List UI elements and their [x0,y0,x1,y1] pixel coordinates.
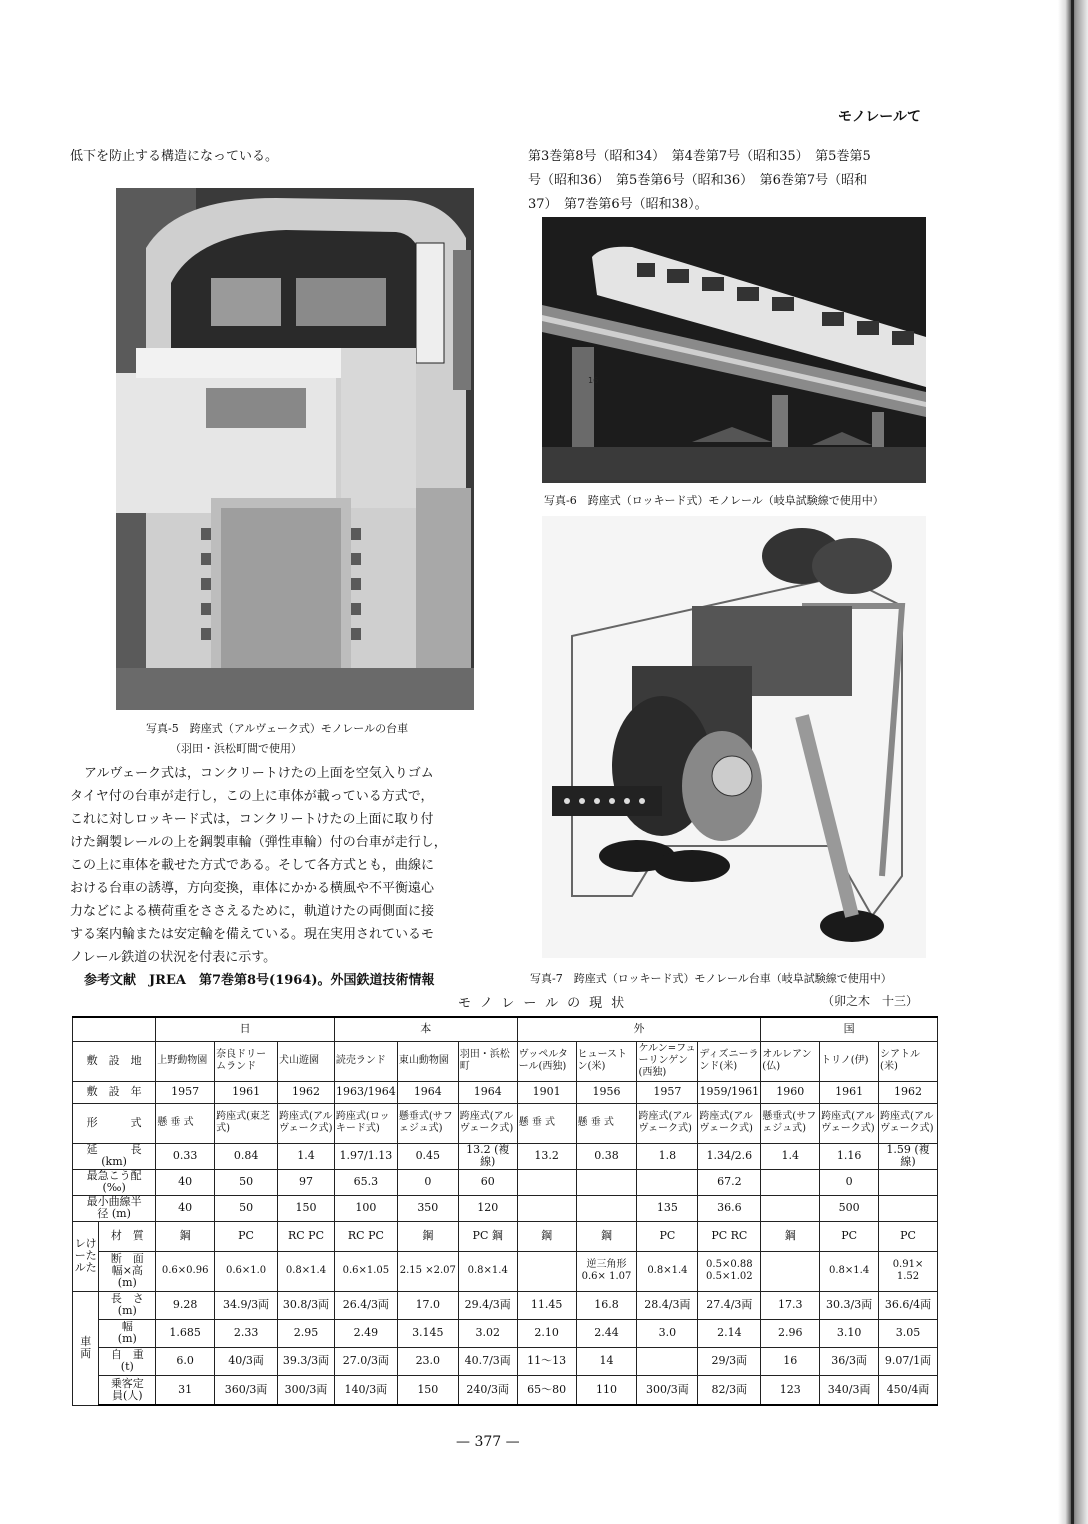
cell-material: RC PC [278,1221,335,1251]
cell-grade [576,1169,637,1195]
cell-capacity: 140/3両 [334,1375,397,1405]
cell-section: 0.8×1.4 [278,1251,335,1291]
photo-5-illustration [116,188,474,710]
group-label-girder-rail [73,1221,99,1291]
cell-material: PC [637,1221,698,1251]
group-label-line: 車 [80,1335,92,1348]
cell-capacity: 110 [576,1375,637,1405]
cell-grade: 0 [820,1169,879,1195]
cell-year: 1961 [215,1081,278,1103]
cell-grade: 60 [458,1169,517,1195]
cell-grade: 40 [156,1169,215,1195]
cell-site: シアトル(米) [879,1041,938,1081]
row-label-line: 断 面 [110,1252,144,1265]
right-top-line-3: 37） 第7巻第6号（昭和38）。 [528,197,708,212]
group-label-line: レけ [74,1237,97,1250]
body-line-8: する案内輪または安定輪を備えている。現在実用されているモ [70,927,435,942]
cell-type: 懸 垂 式 [156,1103,215,1143]
cell-length: 0.33 [156,1143,215,1169]
row-label-line: 最小曲線半 [86,1195,142,1208]
cell-radius: 50 [215,1195,278,1221]
cell-car_width: 2.49 [334,1319,397,1347]
group-label-line: ーた [74,1249,97,1262]
cell-section: 0.8×1.4 [637,1251,698,1291]
cell-material: PC 鋼 [458,1221,517,1251]
cell-section: 0.8×1.4 [820,1251,879,1291]
group-head-fo1: 外 [517,1017,761,1041]
table-row-material [73,1221,938,1251]
row-label-line: 員(人) [112,1388,143,1402]
photo-6-car-label: 16 [588,376,599,385]
table-row-capacity [73,1375,938,1405]
cell-section [761,1251,820,1291]
cell-grade: 97 [278,1169,335,1195]
cell-section: 0.8×1.4 [458,1251,517,1291]
table-author: （卯之木 十三） [822,994,919,1008]
cell-car_weight: 29/3両 [698,1347,761,1375]
cell-material: 鋼 [156,1221,215,1251]
photo-6-caption: 写真-6 跨座式（ロッキード式）モノレール（岐阜試験線で使用中） [544,494,884,507]
cell-car_weight: 36/3両 [820,1347,879,1375]
cell-car_length: 29.4/3両 [458,1291,517,1319]
body-line-3: これに対しロッキード式は，コンクリートけたの上面に取り付 [70,812,434,827]
cell-type: 懸垂式(サフェジュ式) [397,1103,458,1143]
cell-site: 読売ランド [334,1041,397,1081]
cell-year: 1960 [761,1081,820,1103]
table-row-site [73,1041,938,1081]
cell-site: ヒューストン(米) [576,1041,637,1081]
cell-capacity: 150 [397,1375,458,1405]
cell-length: 1.4 [761,1143,820,1169]
cell-material: PC [215,1221,278,1251]
cell-car_width: 2.44 [576,1319,637,1347]
cell-car_length: 9.28 [156,1291,215,1319]
cell-section: 0.6×1.05 [334,1251,397,1291]
table-title: モノレールの現状 [458,996,634,1011]
cell-length: 1.34/2.6 [698,1143,761,1169]
page-number: — 377 — [456,1434,520,1450]
group-label-line: 両 [80,1347,92,1360]
cell-year: 1901 [517,1081,576,1103]
cell-car_width: 3.05 [879,1319,938,1347]
photo-5-caption-line-1: 写真-5 跨座式（アルヴェーク式）モノレールの台車 [146,722,409,735]
running-title: モノレールて [838,109,922,125]
cell-material: PC [879,1221,938,1251]
cell-capacity: 300/3両 [278,1375,335,1405]
cell-type: 跨座式(東芝式) [215,1103,278,1143]
row-label-line: (km) [101,1155,127,1168]
cell-car_width: 3.0 [637,1319,698,1347]
monorail-status-table [72,1016,938,1406]
row-label-radius [73,1195,156,1221]
row-label-line: 径 (m) [97,1207,131,1220]
cell-car_length: 26.4/3両 [334,1291,397,1319]
cell-car_weight: 40/3両 [215,1347,278,1375]
cell-car_weight: 40.7/3両 [458,1347,517,1375]
cell-radius: 500 [820,1195,879,1221]
cell-section: 0.6×0.96 [156,1251,215,1291]
cell-year: 1964 [397,1081,458,1103]
cell-capacity: 82/3両 [698,1375,761,1405]
cell-car_weight: 6.0 [156,1347,215,1375]
cell-radius: 40 [156,1195,215,1221]
cell-site: ケルン=フューリンゲン(西独) [637,1041,698,1081]
cell-grade: 65.3 [334,1169,397,1195]
cell-type: 懸垂式(サフェジュ式) [761,1103,820,1143]
row-label-length [73,1143,156,1169]
cell-car_weight [637,1347,698,1375]
cell-site: 東山動物園 [397,1041,458,1081]
table-row-grade [73,1169,938,1195]
cell-grade [517,1169,576,1195]
cell-car_width: 2.95 [278,1319,335,1347]
page-binding-line [1071,0,1074,1524]
cell-radius [761,1195,820,1221]
cell-grade: 50 [215,1169,278,1195]
cell-car_weight: 16 [761,1347,820,1375]
body-line-1: アルヴェーク式は，コンクリートけたの上面を空気入りゴム [84,766,434,781]
cell-length: 0.84 [215,1143,278,1169]
row-label-capacity [99,1375,156,1405]
cell-car_length: 34.9/3両 [215,1291,278,1319]
cell-type: 跨座式(アルヴェーク式) [278,1103,335,1143]
cell-capacity: 450/4両 [879,1375,938,1405]
row-label-car_length [99,1291,156,1319]
cell-year: 1959/1961 [698,1081,761,1103]
cell-type: 跨座式(アルヴェーク式) [879,1103,938,1143]
row-label-car_width [99,1319,156,1347]
row-label-line: 乗客定 [110,1376,144,1390]
cell-radius: 135 [637,1195,698,1221]
group-head-fo2: 国 [761,1017,938,1041]
photo-5-caption-line-2: （羽田・浜松町間で使用） [170,742,302,755]
cell-grade [879,1169,938,1195]
photo-7-bogie-diagram [542,516,926,958]
cell-length: 13.2 (複線) [458,1143,517,1169]
cell-radius [517,1195,576,1221]
cell-car_width: 3.02 [458,1319,517,1347]
cell-site: 羽田・浜松町 [458,1041,517,1081]
cell-year: 1962 [879,1081,938,1103]
row-label-line: 延 長 [86,1143,142,1156]
body-line-6: おける台車の誘導，方向変換，車体にかかる横風や不平衡遠心 [70,881,435,896]
row-label-section [99,1251,156,1291]
photo-7-illustration [542,516,926,958]
cell-grade [637,1169,698,1195]
row-label-line: (t) [120,1360,134,1373]
cell-car_length: 11.45 [517,1291,576,1319]
group-label-line: ルた [74,1261,97,1274]
cell-site: ディズニーランド(米) [698,1041,761,1081]
table-group-header-row [73,1017,938,1041]
cell-grade [761,1169,820,1195]
cell-car_width: 3.10 [820,1319,879,1347]
right-top-line-2: 号（昭和36） 第5巻第6号（昭和36） 第6巻第7号（昭和 [528,173,868,188]
cell-car_weight: 14 [576,1347,637,1375]
cell-material: 鋼 [761,1221,820,1251]
cell-type: 跨座式(アルヴェーク式) [698,1103,761,1143]
cell-length: 0.38 [576,1143,637,1169]
cell-car_width: 2.10 [517,1319,576,1347]
cell-car_width: 2.96 [761,1319,820,1347]
table-row-year [73,1081,938,1103]
cell-type: 懸 垂 式 [576,1103,637,1143]
cell-car_length: 30.3/3両 [820,1291,879,1319]
cell-length: 13.2 [517,1143,576,1169]
cell-site: 奈良ドリームランド [215,1041,278,1081]
cell-year: 1962 [278,1081,335,1103]
cell-type: 懸 垂 式 [517,1103,576,1143]
cell-section: 逆三角形 0.6× 1.07 [576,1251,637,1291]
cell-car_weight: 23.0 [397,1347,458,1375]
cell-year: 1963/1964 [334,1081,397,1103]
group-head-ja1: 日 [156,1017,335,1041]
table-row-car_length [73,1291,938,1319]
cell-capacity: 360/3両 [215,1375,278,1405]
cell-length: 1.8 [637,1143,698,1169]
cell-car_weight: 9.07/1両 [879,1347,938,1375]
cell-section: 0.6×1.0 [215,1251,278,1291]
row-label-line: 長 さ [110,1292,144,1305]
cell-car_width: 2.14 [698,1319,761,1347]
right-top-line-1: 第3巻第8号（昭和34） 第4巻第7号（昭和35） 第5巻第5 [528,149,871,164]
group-head-ja2: 本 [334,1017,517,1041]
cell-type: 跨座式(アルヴェーク式) [637,1103,698,1143]
cell-grade: 0 [397,1169,458,1195]
cell-car_length: 27.4/3両 [698,1291,761,1319]
cell-section: 0.91× 1.52 [879,1251,938,1291]
cell-car_length: 36.6/4両 [879,1291,938,1319]
cell-section [517,1251,576,1291]
cell-material: 鋼 [517,1221,576,1251]
photo-6-illustration [542,217,926,483]
cell-grade: 67.2 [698,1169,761,1195]
cell-radius [576,1195,637,1221]
corner-cell [73,1017,156,1041]
cell-material: PC [820,1221,879,1251]
cell-site: トリノ(伊) [820,1041,879,1081]
cell-type: 跨座式(ロッキード式) [334,1103,397,1143]
row-label-line: 最急こう配 [86,1169,142,1182]
row-label-line: 自 重 [110,1348,144,1361]
cell-material: PC RC [698,1221,761,1251]
cell-year: 1961 [820,1081,879,1103]
cell-car_width: 2.33 [215,1319,278,1347]
table-row-car_weight [73,1347,938,1375]
row-label-type: 形 式 [73,1103,156,1143]
row-label-line: (m) [117,1304,137,1317]
group-label-car [73,1291,99,1405]
row-label-line: (m) [117,1276,137,1289]
table-row-section [73,1251,938,1291]
cell-car_length: 16.8 [576,1291,637,1319]
cell-year: 1956 [576,1081,637,1103]
cell-material: 鋼 [397,1221,458,1251]
cell-capacity: 65～80 [517,1375,576,1405]
cell-car_width: 1.685 [156,1319,215,1347]
cell-material: RC PC [334,1221,397,1251]
table-row-radius [73,1195,938,1221]
cell-capacity: 300/3両 [637,1375,698,1405]
cell-car_width: 3.145 [397,1319,458,1347]
cell-site: オルレアン(仏) [761,1041,820,1081]
cell-section: 0.5×0.88 0.5×1.02 [698,1251,761,1291]
references: 参考文献 JREA 第7巻第8号(1964)。外国鉄道技術情報 [84,973,435,988]
cell-material: 鋼 [576,1221,637,1251]
cell-radius: 150 [278,1195,335,1221]
cell-capacity: 240/3両 [458,1375,517,1405]
cell-capacity: 123 [761,1375,820,1405]
row-label-line: 幅×高 [111,1264,143,1277]
cell-type: 跨座式(アルヴェーク式) [820,1103,879,1143]
cell-radius: 36.6 [698,1195,761,1221]
body-line-9: ノレール鉄道の状況を付表に示す。 [70,950,277,965]
row-label-site: 敷 設 地 [73,1041,156,1081]
table-row-length [73,1143,938,1169]
cell-radius [879,1195,938,1221]
cell-car_weight: 27.0/3両 [334,1347,397,1375]
left-top-line: 低下を防止する構造になっている。 [70,149,279,164]
row-label-line: (m) [117,1332,137,1345]
cell-length: 1.59 (複線) [879,1143,938,1169]
cell-length: 1.97/1.13 [334,1143,397,1169]
cell-car_length: 30.8/3両 [278,1291,335,1319]
cell-length: 0.45 [397,1143,458,1169]
cell-car_length: 17.0 [397,1291,458,1319]
body-line-5: この上に車体を載せた方式である。そして各方式とも，曲線に [70,858,435,873]
row-label-grade [73,1169,156,1195]
photo-7-caption: 写真-7 跨座式（ロッキード式）モノレール台車（岐阜試験線で使用中） [530,972,892,985]
cell-car_length: 17.3 [761,1291,820,1319]
cell-radius: 350 [397,1195,458,1221]
cell-length: 1.4 [278,1143,335,1169]
table-row-type [73,1103,938,1143]
photo-6-monorail [542,217,926,483]
cell-car_weight: 11～13 [517,1347,576,1375]
cell-year: 1964 [458,1081,517,1103]
body-line-7: 力などによる横荷重をささえるために，軌道けたの両側面に接 [70,904,435,919]
row-label-line: (‰) [102,1181,126,1194]
row-label-car_weight [99,1347,156,1375]
table-row-car_width [73,1319,938,1347]
cell-length: 1.16 [820,1143,879,1169]
cell-car_weight: 39.3/3両 [278,1347,335,1375]
cell-capacity: 31 [156,1375,215,1405]
cell-radius: 120 [458,1195,517,1221]
body-line-2: タイヤ付の台車が走行し，この上に車体が載っている方式で， [70,789,434,804]
cell-type: 跨座式(アルヴェーク式) [458,1103,517,1143]
cell-year: 1957 [156,1081,215,1103]
photo-5-bogie [116,188,474,710]
cell-capacity: 340/3両 [820,1375,879,1405]
cell-site: 犬山遊園 [278,1041,335,1081]
cell-radius: 100 [334,1195,397,1221]
row-label-line: 幅 [121,1320,133,1333]
body-line-4: けた鋼製レールの上を鋼製車輪（弾性車輪）付の台車が走行し， [70,835,447,850]
cell-site: ヴッペルタール(西独) [517,1041,576,1081]
cell-site: 上野動物園 [156,1041,215,1081]
cell-section: 2.15 ×2.07 [397,1251,458,1291]
row-label-year: 敷 設 年 [73,1081,156,1103]
cell-car_length: 28.4/3両 [637,1291,698,1319]
row-label-material: 材 質 [99,1221,156,1251]
cell-year: 1957 [637,1081,698,1103]
